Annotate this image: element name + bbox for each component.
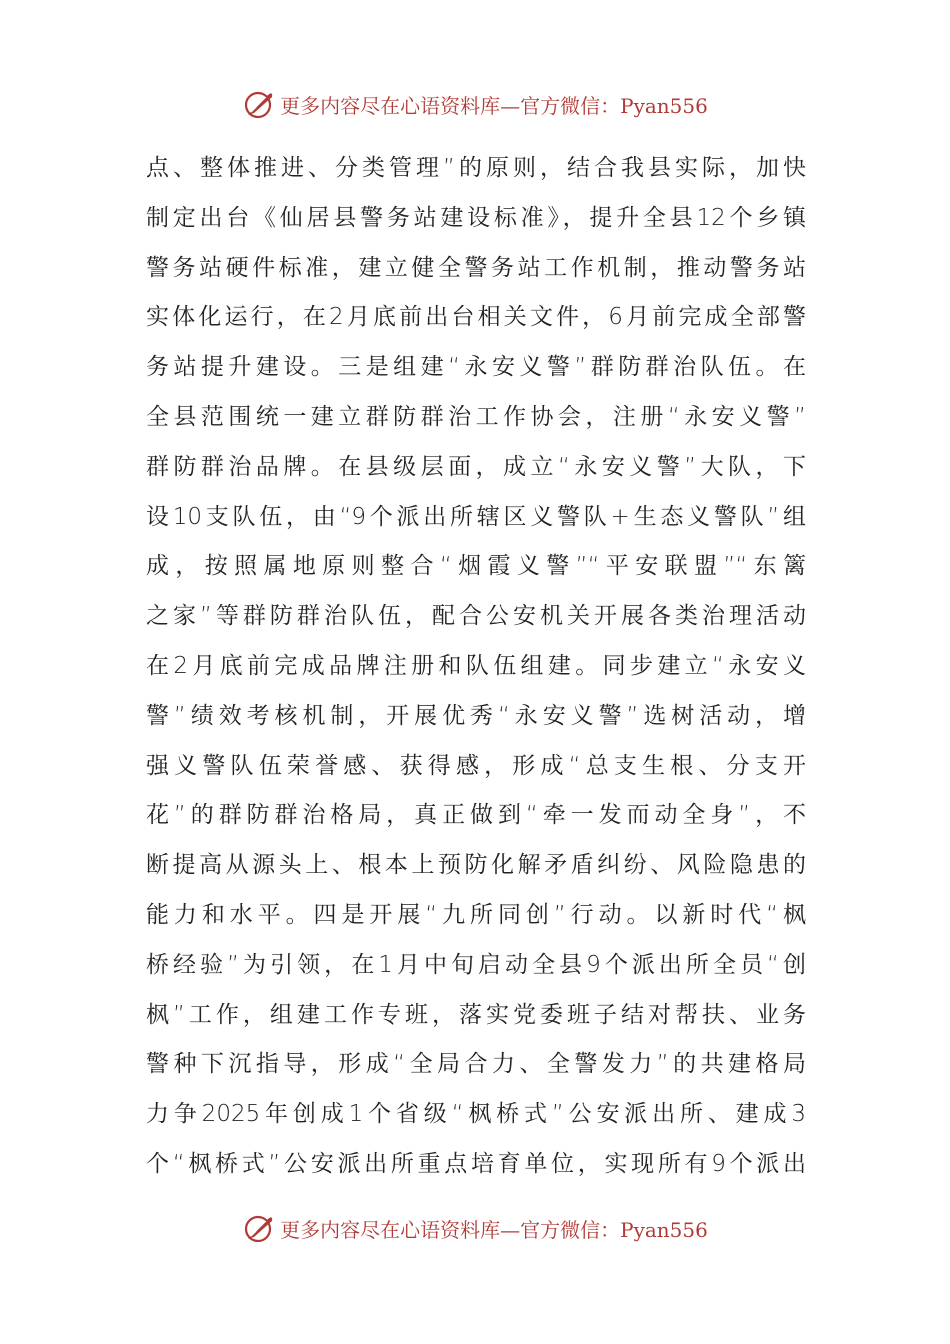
body-line: 桥经验”为引领，在1月中旬启动全县9个派出所全员“创 — [146, 951, 806, 978]
body-line: 设10支队伍，由“9个派出所辖区义警队+生态义警队”组 — [146, 503, 806, 530]
header-watermark-banner — [0, 86, 950, 122]
body-line: 点、整体推进、分类管理”的原则，结合我县实际，加快 — [146, 155, 806, 181]
body-line: 枫”工作，组建工作专班，落实党委班子结对帮扶、业务 — [146, 1001, 806, 1028]
body-line: 警”绩效考核机制，开展优秀“永安义警”选树活动，增 — [146, 702, 806, 729]
body-line: 能力和水平。四是开展“九所同创”行动。以新时代“枫 — [146, 901, 806, 928]
quill-logo-icon — [242, 87, 276, 121]
body-line: 个“枫桥式”公安派出所重点培育单位，实现所有9个派出 — [146, 1150, 806, 1177]
body-line: 制定出台《仙居县警务站建设标准》，提升全县12个乡镇 — [146, 204, 806, 231]
header-watermark-text: 更多内容尽在心语资料库—官方微信：Pyan556 — [280, 93, 708, 118]
body-line: 全县范围统一建立群防群治工作协会，注册“永安义警” — [146, 403, 806, 430]
body-line: 强义警队伍荣誉感、获得感，形成“总支生根、分支开 — [146, 752, 806, 779]
body-line: 成，按照属地原则整合“烟霞义警”“平安联盟”“东篱 — [146, 553, 806, 580]
body-line: 之家”等群防群治队伍，配合公安机关开展各类治理活动 — [146, 603, 806, 630]
document-body — [146, 144, 806, 1190]
body-line: 警种下沉指导，形成“全局合力、全警发力”的共建格局 — [146, 1051, 806, 1078]
quill-logo-icon — [242, 1211, 276, 1245]
body-line: 务站提升建设。三是组建“永安义警”群防群治队伍。在 — [146, 354, 806, 381]
body-line: 花”的群防群治格局，真正做到“牵一发而动全身”，不 — [146, 802, 806, 829]
body-line: 实体化运行，在2月底前出台相关文件，6月前完成全部警 — [146, 304, 806, 331]
body-line: 群防群治品牌。在县级层面，成立“永安义警”大队，下 — [146, 453, 806, 480]
body-line: 警务站硬件标准，建立健全警务站工作机制，推动警务站 — [146, 254, 806, 281]
body-line: 断提高从源头上、根本上预防化解矛盾纠纷、风险隐患的 — [146, 852, 806, 879]
footer-watermark-text: 更多内容尽在心语资料库—官方微信：Pyan556 — [280, 1217, 708, 1242]
body-line: 力争2025年创成1个省级“枫桥式”公安派出所、建成3 — [146, 1101, 806, 1128]
footer-watermark-banner — [0, 1210, 950, 1246]
body-line: 在2月底前完成品牌注册和队伍组建。同步建立“永安义 — [146, 652, 806, 679]
